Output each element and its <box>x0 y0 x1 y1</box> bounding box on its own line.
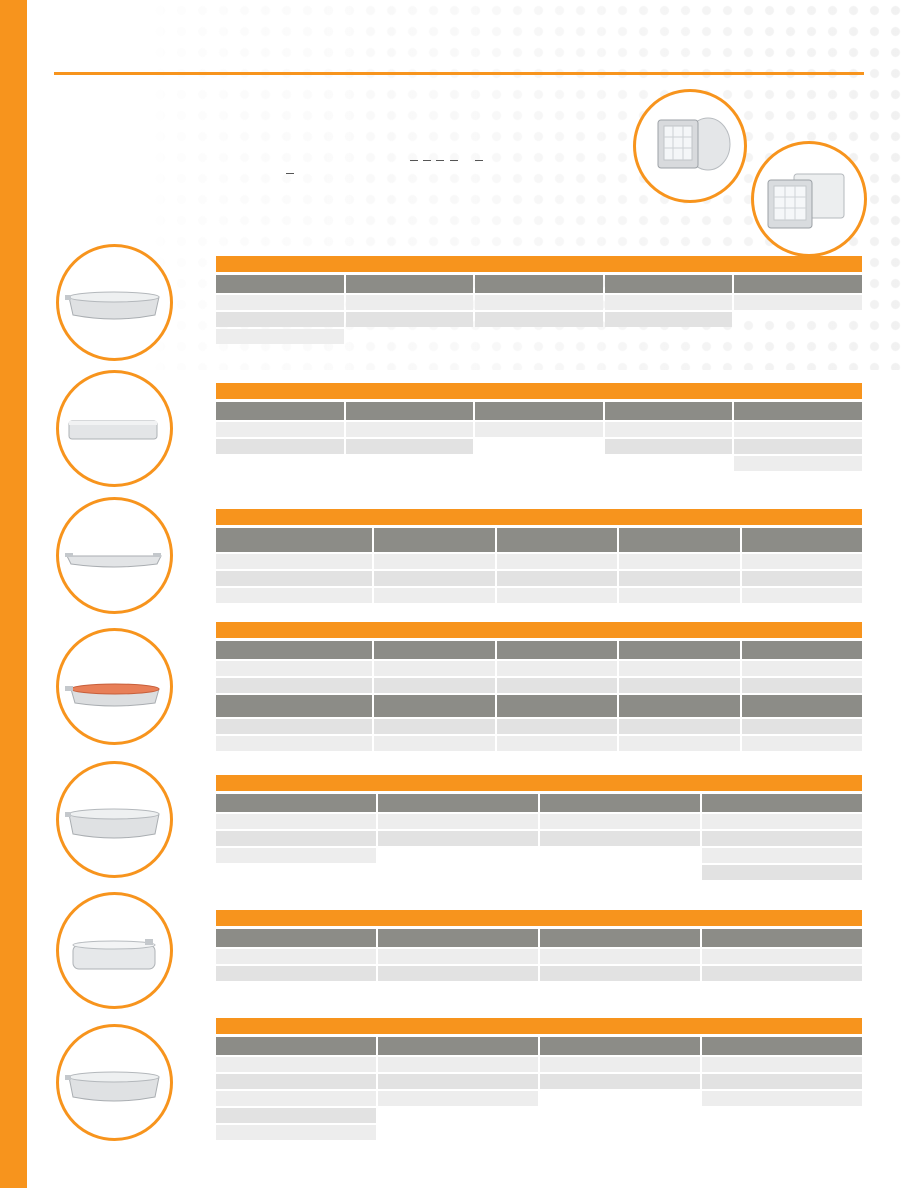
table-cell <box>374 719 494 734</box>
text-marks <box>410 160 480 164</box>
header-cell <box>216 641 372 659</box>
product-image-2 <box>56 370 173 487</box>
table-cell <box>605 295 733 310</box>
empty-cell <box>378 1125 538 1140</box>
table-cell <box>742 571 862 586</box>
table-cell <box>540 966 700 981</box>
table-cell <box>216 814 376 829</box>
text-mark <box>286 173 294 174</box>
table-cell <box>619 736 739 751</box>
table-cell <box>619 554 739 569</box>
table-cell <box>216 329 344 344</box>
empty-cell <box>216 865 376 880</box>
table-cell <box>497 571 617 586</box>
table-cell <box>742 554 862 569</box>
empty-cell <box>378 848 538 863</box>
table-cell <box>378 949 538 964</box>
table-cell <box>374 678 494 693</box>
table-grid <box>216 528 862 603</box>
header-rule <box>54 72 864 75</box>
header-cell <box>374 528 494 552</box>
header-cell <box>216 528 372 552</box>
table-cell <box>619 678 739 693</box>
table-cell <box>374 554 494 569</box>
header-cell <box>497 641 617 659</box>
header-cell <box>475 402 603 420</box>
header-cell <box>605 402 733 420</box>
table-cell <box>742 736 862 751</box>
table-cell <box>378 831 538 846</box>
table-cell <box>216 1074 376 1089</box>
table-cell <box>734 295 862 310</box>
hero-image-2 <box>751 141 867 257</box>
table-cell <box>374 661 494 676</box>
table-cell <box>216 295 344 310</box>
product-image-6 <box>56 892 173 1009</box>
table-cell <box>497 736 617 751</box>
table-title-bar <box>216 775 862 791</box>
table-cell <box>378 814 538 829</box>
table-cell <box>374 571 494 586</box>
spec-table-4 <box>216 622 862 751</box>
table-cell <box>216 736 372 751</box>
table-cell <box>216 439 344 454</box>
table-cell <box>742 719 862 734</box>
table-cell <box>378 1074 538 1089</box>
empty-cell <box>378 865 538 880</box>
empty-cell <box>540 1091 700 1106</box>
shallow-lens-cover-icon <box>59 500 170 611</box>
table-cell <box>742 661 862 676</box>
table-cell <box>619 571 739 586</box>
header-cell <box>702 929 862 947</box>
table-cell <box>702 814 862 829</box>
table-cell <box>475 295 603 310</box>
header-cell <box>378 1037 538 1055</box>
empty-cell <box>216 456 344 471</box>
header-cell <box>702 1037 862 1055</box>
table-cell <box>605 439 733 454</box>
left-accent-bar <box>0 0 27 1188</box>
product-image-5 <box>56 761 173 878</box>
spec-table-6 <box>216 910 862 981</box>
header-cell <box>619 641 739 659</box>
empty-cell <box>702 1108 862 1123</box>
table-cell <box>540 1074 700 1089</box>
table-cell <box>216 1108 376 1123</box>
table-cell <box>216 1125 376 1140</box>
spec-table-5 <box>216 775 862 880</box>
header-cell <box>742 528 862 552</box>
product-image-7 <box>56 1024 173 1141</box>
product-image-3 <box>56 497 173 614</box>
header-cell <box>216 402 344 420</box>
round-lens-cover-2-icon <box>59 764 170 875</box>
table-cell <box>540 949 700 964</box>
spec-table-3 <box>216 509 862 603</box>
gasketed-lens-cover-icon <box>59 631 170 742</box>
header-cell <box>346 275 474 293</box>
table-cell <box>702 848 862 863</box>
empty-cell <box>378 1108 538 1123</box>
table-cell <box>216 554 372 569</box>
table-grid <box>216 1037 862 1140</box>
clear-lens-cover-icon <box>59 895 170 1006</box>
header-cell <box>605 275 733 293</box>
hero-image-1 <box>633 89 747 203</box>
table-cell <box>346 312 474 327</box>
header-cell <box>742 641 862 659</box>
round-lens-cover-3-icon <box>59 1027 170 1138</box>
table-cell <box>619 588 739 603</box>
header-cell <box>216 1037 376 1055</box>
header-cell <box>497 695 617 717</box>
table-cell <box>702 1091 862 1106</box>
table-grid <box>216 641 862 751</box>
empty-cell <box>540 865 700 880</box>
header-cell <box>497 528 617 552</box>
table-grid <box>216 402 862 471</box>
table-cell <box>216 422 344 437</box>
table-cell <box>540 1057 700 1072</box>
table-cell <box>475 312 603 327</box>
empty-cell <box>734 312 862 327</box>
product-image-4 <box>56 628 173 745</box>
table-grid <box>216 794 862 880</box>
header-cell <box>734 275 862 293</box>
table-cell <box>702 966 862 981</box>
table-cell <box>497 554 617 569</box>
spec-table-2 <box>216 383 862 471</box>
table-cell <box>216 1091 376 1106</box>
empty-cell <box>540 1108 700 1123</box>
spec-table-1 <box>216 256 862 344</box>
table-cell <box>497 678 617 693</box>
table-cell <box>216 949 376 964</box>
table-cell <box>497 588 617 603</box>
header-cell <box>216 695 372 717</box>
table-cell <box>540 831 700 846</box>
header-cell <box>734 402 862 420</box>
table-title-bar <box>216 509 862 525</box>
led-module-with-round-cover-icon <box>636 92 744 200</box>
table-cell <box>742 588 862 603</box>
header-cell <box>619 528 739 552</box>
table-title-bar <box>216 622 862 638</box>
header-cell <box>216 929 376 947</box>
header-cell <box>346 402 474 420</box>
header-cell <box>378 929 538 947</box>
table-cell <box>378 966 538 981</box>
table-cell <box>216 848 376 863</box>
table-cell <box>216 719 372 734</box>
table-grid <box>216 275 862 344</box>
table-cell <box>216 661 372 676</box>
table-cell <box>216 831 376 846</box>
table-cell <box>619 719 739 734</box>
header-cell <box>540 1037 700 1055</box>
header-cell <box>540 929 700 947</box>
table-cell <box>216 678 372 693</box>
table-cell <box>497 719 617 734</box>
empty-cell <box>540 848 700 863</box>
empty-cell <box>702 1125 862 1140</box>
table-cell <box>475 422 603 437</box>
table-cell <box>734 456 862 471</box>
spec-table-7 <box>216 1018 862 1140</box>
table-grid <box>216 929 862 981</box>
header-cell <box>216 794 376 812</box>
header-cell <box>475 275 603 293</box>
table-cell <box>702 949 862 964</box>
table-cell <box>605 312 733 327</box>
header-cell <box>540 794 700 812</box>
table-title-bar <box>216 910 862 926</box>
table-cell <box>374 588 494 603</box>
table-cell <box>216 1057 376 1072</box>
table-cell <box>702 865 862 880</box>
table-cell <box>702 1057 862 1072</box>
header-cell <box>619 695 739 717</box>
table-cell <box>378 1091 538 1106</box>
product-image-1 <box>56 244 173 361</box>
empty-cell <box>475 439 603 454</box>
header-cell <box>702 794 862 812</box>
header-cell <box>742 695 862 717</box>
table-cell <box>378 1057 538 1072</box>
table-cell <box>605 422 733 437</box>
empty-cell <box>540 1125 700 1140</box>
header-cell <box>216 275 344 293</box>
flat-lens-cover-icon <box>59 373 170 484</box>
empty-cell <box>475 456 603 471</box>
table-cell <box>346 439 474 454</box>
table-cell <box>216 588 372 603</box>
table-title-bar <box>216 1018 862 1034</box>
header-cell <box>378 794 538 812</box>
table-cell <box>702 1074 862 1089</box>
table-cell <box>374 736 494 751</box>
table-title-bar <box>216 383 862 399</box>
led-module-with-junction-box-icon <box>754 144 864 254</box>
table-cell <box>702 831 862 846</box>
table-cell <box>734 439 862 454</box>
table-cell <box>742 678 862 693</box>
table-cell <box>216 966 376 981</box>
header-cell <box>374 641 494 659</box>
table-cell <box>216 571 372 586</box>
table-cell <box>497 661 617 676</box>
round-lens-cover-1-icon <box>59 247 170 358</box>
empty-cell <box>346 456 474 471</box>
table-title-bar <box>216 256 862 272</box>
table-cell <box>540 814 700 829</box>
header-cell <box>374 695 494 717</box>
table-cell <box>619 661 739 676</box>
table-cell <box>734 422 862 437</box>
empty-cell <box>605 456 733 471</box>
table-cell <box>346 422 474 437</box>
table-cell <box>346 295 474 310</box>
table-cell <box>216 312 344 327</box>
